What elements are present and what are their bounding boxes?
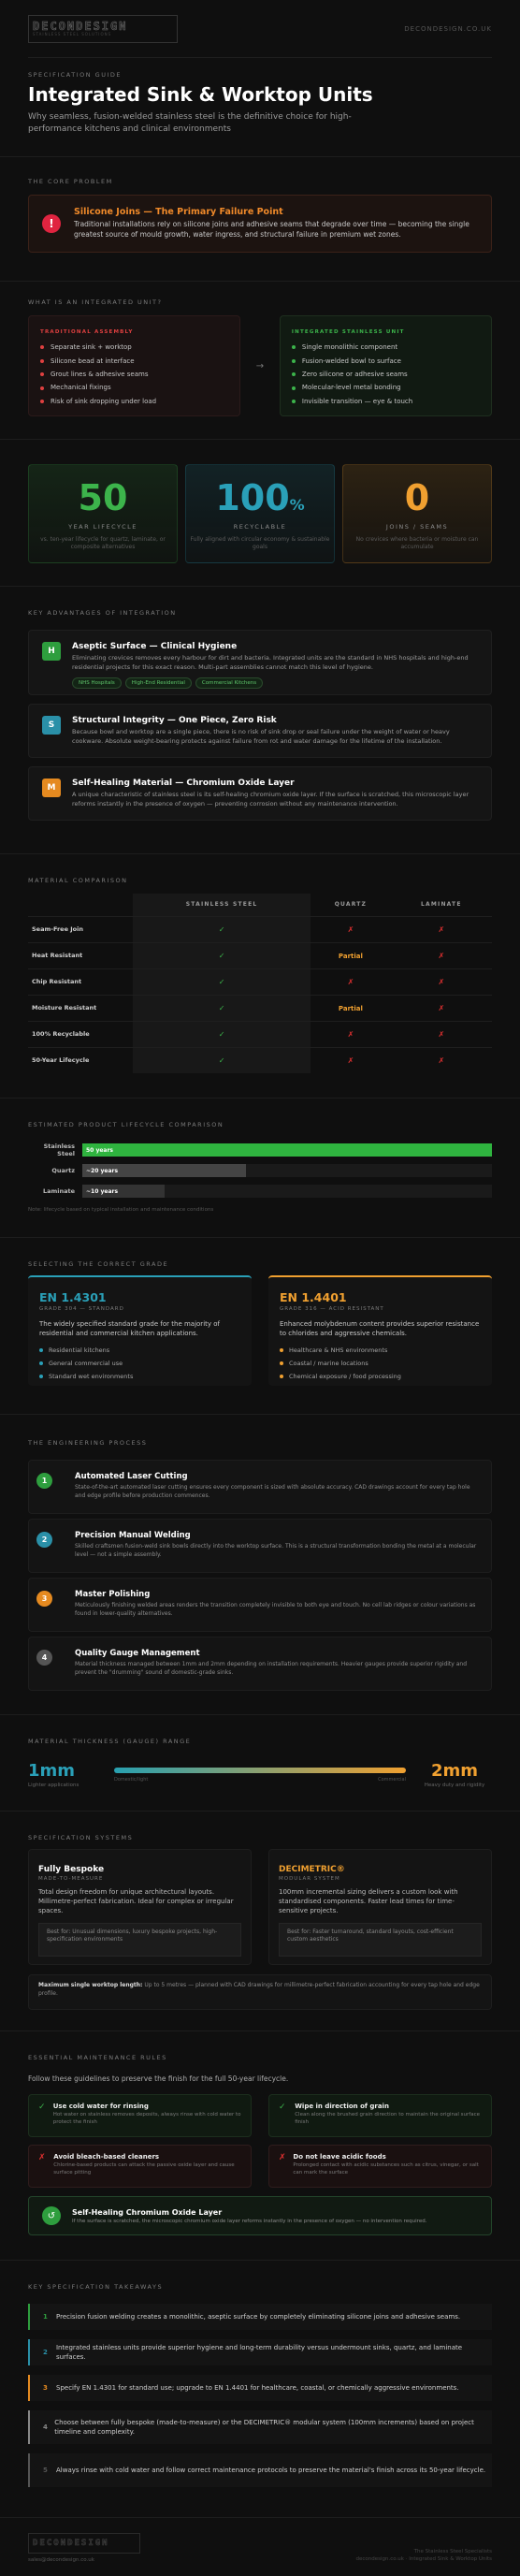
tag: High-End Residential	[125, 677, 192, 689]
takeaway-text: Integrated stainless units provide superior hygiene and long-term durability versus undermount sinks, quartz, and laminate surfaces.	[55, 2343, 463, 2362]
cross-icon: ✗	[347, 1055, 354, 1065]
list-item-text: Single monolithic component	[301, 343, 398, 352]
step-text: Meticulously finishing welded areas renders the transition completely invisible to both eye and touch. No cell lab ridges or colour variations as found in lower-quality alternatives.	[75, 1602, 476, 1617]
stat-unit: %	[289, 496, 305, 515]
advantage-text: Eliminating crevices removes every harbour for dirt and bacteria. Integrated units are the standard in NHS hospitals and high-end residential projects for this exact reason. Multi-part assemblies cannot match this level of hygiene.	[72, 654, 469, 671]
advantage-badge: S	[42, 716, 61, 735]
maintenance-body	[289, 2103, 482, 2129]
list-item-text: Separate sink + worktop	[51, 343, 132, 352]
row-label: Seam-Free Join	[28, 916, 133, 942]
advantage-title: Aseptic Surface — Clinical Hygiene	[72, 642, 238, 652]
list-item-text: Silicone bead at interface	[51, 357, 135, 365]
table-cell	[133, 942, 311, 968]
grade-title: EN 1.4401	[280, 1290, 347, 1305]
check-icon: ✓	[38, 2103, 46, 2113]
bar-fill: ~20 years	[82, 1164, 246, 1177]
table-cell	[133, 995, 311, 1021]
max-length-text: Up to 5 metres — planned with CAD drawings for millimetre-perfect fabrication accounting for every tap hole and edge profile.	[38, 1982, 480, 1998]
cross-icon: ✗	[438, 1003, 445, 1012]
bullet-icon	[292, 400, 296, 403]
section-title: THE ENGINEERING PROCESS	[28, 1439, 148, 1448]
table-row	[28, 1021, 492, 1047]
bar-fill: ~10 years	[82, 1185, 165, 1198]
advantage-card	[28, 630, 492, 695]
takeaway-item	[28, 2410, 492, 2444]
takeaway-text: Specify EN 1.4301 for standard use; upgrade to EN 1.4401 for healthcare, coastal, or chemically aggressive environments.	[56, 2384, 459, 2393]
row-label: Chip Resistant	[28, 968, 133, 995]
section-title: ESTIMATED PRODUCT LIFECYCLE COMPARISON	[28, 1121, 224, 1129]
table-cell	[391, 1047, 492, 1073]
table-row	[28, 942, 492, 968]
takeaway-item	[28, 2375, 492, 2401]
system-subtitle: MODULAR SYSTEM	[279, 1876, 340, 1883]
table-cell	[391, 968, 492, 995]
bullet-icon	[40, 372, 44, 376]
step-body	[75, 1472, 480, 1500]
systems-section	[28, 1812, 492, 2010]
takeaway-number: 2	[43, 2349, 48, 2357]
footer	[28, 2518, 492, 2576]
list-item-text: General commercial use	[49, 1360, 123, 1368]
material-table	[28, 894, 492, 1073]
stat-value: 50	[78, 477, 128, 519]
maintenance-card	[268, 2145, 492, 2188]
tag: NHS Hospitals	[72, 677, 122, 689]
max-length-note	[28, 1974, 492, 2010]
list-item	[292, 341, 480, 354]
process-section	[28, 1415, 492, 1691]
maintenance-text: Hot water on stainless removes deposits, always rinse with cold water to protect the finish	[52, 2112, 241, 2125]
maintenance-body	[287, 2153, 482, 2179]
advantage-body	[72, 716, 478, 746]
lifecycle-note: Note: lifecycle based on typical installation and maintenance conditions	[28, 1207, 214, 1214]
self-healing-banner	[28, 2196, 492, 2235]
table-header	[28, 894, 133, 916]
takeaways-section	[28, 2261, 492, 2487]
list-item	[292, 368, 480, 381]
list-item	[40, 381, 228, 394]
table-cell	[133, 968, 311, 995]
table-cell	[133, 1047, 311, 1073]
list-item-text: Fusion-welded bowl to surface	[301, 357, 401, 365]
step-title: Automated Laser Cutting	[75, 1472, 188, 1482]
step-body	[75, 1531, 480, 1559]
alert-icon: !	[42, 214, 61, 233]
gauge-right-label: Commercial	[378, 1777, 406, 1783]
bullet-icon	[292, 386, 296, 390]
section-title: KEY SPECIFICATION TAKEAWAYS	[28, 2283, 164, 2292]
problem-text: Traditional installations rely on silicone joins and adhesive seams that degrade over time — becoming the single greatest source of mould growth, water ingress, and structural failure in premium wet zones.	[74, 220, 469, 240]
check-icon: ✓	[218, 951, 225, 960]
list-item-text: Mechanical fixings	[51, 384, 111, 392]
bullet-icon	[280, 1361, 283, 1365]
table-header-row	[28, 894, 492, 916]
system-text: 100mm incremental sizing delivers a custom look with standardised components. Faster lead times for time-sensitive projects.	[279, 1888, 458, 1915]
step-body	[75, 1590, 480, 1618]
logo[interactable]	[28, 15, 178, 43]
footer-logo[interactable]: DECONDESIGN	[28, 2533, 140, 2554]
maintenance-title: Avoid bleach-based cleaners	[53, 2153, 160, 2161]
stat-card	[185, 464, 335, 563]
tag-list	[72, 677, 478, 689]
system-title: Fully Bespoke	[38, 1865, 105, 1875]
table-cell	[391, 995, 492, 1021]
list-item-text: Risk of sink dropping under load	[51, 397, 157, 405]
advantage-text: Because bowl and worktop are a single piece, there is no risk of sink drop or seal failure under the weight of water or heavy cookware. Absolute weight-bearing protects against failure from rot and water damage for the lifetime of the installation.	[72, 728, 450, 745]
page-subtitle: Why seamless, fusion-welded stainless steel is the definitive choice for high-performance kitchens and clinical environments	[28, 112, 352, 135]
check-icon: ✓	[279, 2103, 286, 2113]
step-title: Precision Manual Welding	[75, 1531, 191, 1541]
bar-track	[82, 1185, 492, 1198]
stat-card	[342, 464, 492, 563]
list-item	[292, 395, 480, 408]
grade-list	[39, 1344, 240, 1383]
takeaway-number: 4	[43, 2423, 48, 2432]
list-item	[292, 355, 480, 368]
max-length-label: Maximum single worktop length:	[38, 1982, 143, 1989]
stat-number	[343, 477, 491, 519]
grades-section	[28, 1238, 492, 1386]
bar-label: Quartz	[51, 1167, 75, 1175]
advantage-text: A unique characteristic of stainless steel is its self-healing chromium oxide layer. If the surface is scratched, this microscopic layer reforms instantly in the presence of oxygen — preventing corrosion without any maintenance intervention.	[72, 791, 469, 808]
takeaway-text: Choose between fully bespoke (made-to-measure) or the DECIMETRIC® modular system (100mm increments) based on project timeline and complexity.	[54, 2418, 474, 2437]
system-title: DECIMETRIC®	[279, 1865, 345, 1875]
stat-caption: Fully aligned with circular economy & sustainable goals	[190, 536, 330, 551]
row-label: 50-Year Lifecycle	[28, 1047, 133, 1073]
bar-label: Laminate	[42, 1187, 75, 1196]
maintenance-text: Clean along the brushed grain direction to maintain the original surface finish	[295, 2112, 480, 2125]
row-label: 100% Recyclable	[28, 1021, 133, 1047]
footer-contact[interactable]: sales@decondesign.co.uk	[28, 2557, 94, 2564]
cross-icon: ✗	[438, 1055, 445, 1065]
table-cell	[311, 968, 390, 995]
grade-subtitle: GRADE 304 — STANDARD	[39, 1306, 124, 1313]
section-title: THE CORE PROBLEM	[28, 178, 113, 186]
advantage-card	[28, 704, 492, 758]
section-title: WHAT IS AN INTEGRATED UNIT?	[28, 298, 163, 307]
partial-label: Partial	[338, 1004, 363, 1012]
step-title: Quality Gauge Management	[75, 1649, 200, 1659]
system-text: Total design freedom for unique architectural layouts. Millimetre-perfect fabrication. Ideal for complex or irregular spaces.	[38, 1888, 234, 1915]
stat-value: 0	[404, 477, 430, 519]
list-item-text: Standard wet environments	[49, 1373, 134, 1381]
maintenance-card	[28, 2145, 252, 2188]
grade-text: Enhanced molybdenum content provides superior resistance to chlorides and aggressive chemicals.	[280, 1320, 480, 1338]
check-icon: ✓	[218, 1029, 225, 1039]
takeaway-item	[28, 2304, 492, 2330]
logo-tagline: STAINLESS STEEL SOLUTIONS	[33, 32, 112, 36]
process-step	[28, 1578, 492, 1632]
problem-title: Silicone Joins — The Primary Failure Point	[74, 207, 283, 218]
cross-icon: ✗	[347, 924, 354, 934]
traditional-card	[28, 315, 240, 416]
bullet-icon	[39, 1361, 43, 1365]
advantage-body	[72, 779, 478, 808]
list-item	[280, 1370, 481, 1383]
list-item-text: Invisible transition — eye & touch	[301, 397, 413, 405]
section-title: KEY ADVANTAGES OF INTEGRATION	[28, 609, 177, 618]
bullet-icon	[40, 386, 44, 390]
traditional-title: TRADITIONAL ASSEMBLY	[40, 329, 134, 336]
table-header: STAINLESS STEEL	[133, 894, 311, 916]
table-cell	[311, 1021, 390, 1047]
integrated-title: INTEGRATED STAINLESS UNIT	[291, 329, 405, 336]
list-item-text: Healthcare & NHS environments	[289, 1346, 388, 1355]
system-card	[28, 1849, 252, 1965]
list-item	[40, 341, 228, 354]
table-cell	[133, 916, 311, 942]
maintenance-body	[48, 2103, 241, 2129]
stat-number	[29, 477, 177, 519]
system-best-for: Best for: Faster turnaround, standard layouts, cost-efficient custom aesthetics	[279, 1923, 482, 1957]
grade-card	[28, 1275, 252, 1386]
list-item-text: Coastal / marine locations	[289, 1360, 368, 1368]
list-item-text: Grout lines & adhesive seams	[51, 370, 149, 378]
step-text: Skilled craftsmen fusion-weld sink bowls directly into the worktop surface. This is a structural transformation bonding the metal at a molecular level — not a simple assembly.	[75, 1543, 477, 1558]
bullet-icon	[280, 1348, 283, 1352]
site-url[interactable]: DECONDESIGN.CO.UK	[404, 24, 492, 33]
lifecycle-chart	[28, 1140, 492, 1201]
stats-row	[28, 464, 492, 563]
advantage-body	[72, 642, 478, 686]
cross-icon: ✗	[347, 977, 354, 986]
system-best-for: Best for: Unusual dimensions, luxury bespoke projects, high-specification environments	[38, 1923, 241, 1957]
list-item	[280, 1357, 481, 1370]
takeaway-number: 3	[43, 2384, 48, 2393]
takeaway-number: 5	[43, 2467, 48, 2475]
gauge-left-label: Domestic/light	[114, 1777, 149, 1783]
bullet-icon	[39, 1348, 43, 1352]
takeaway-text: Always rinse with cold water and follow correct maintenance protocols to preserve the material's finish across its 50-year lifecycle.	[56, 2467, 486, 2475]
partial-label: Partial	[338, 952, 363, 960]
list-item	[39, 1344, 240, 1357]
takeaway-number: 1	[43, 2313, 48, 2321]
list-item-text: Molecular-level metal bonding	[301, 384, 401, 392]
page-title: Integrated Sink & Worktop Units	[28, 83, 373, 106]
bullet-icon	[40, 359, 44, 363]
check-icon: ✓	[218, 977, 225, 986]
grade-subtitle: GRADE 316 — ACID RESISTANT	[280, 1306, 384, 1313]
section-title: SPECIFICATION SYSTEMS	[28, 1834, 134, 1842]
tag: Commercial Kitchens	[195, 677, 263, 689]
footer-tagline: The Stainless Steel Specialists	[413, 2548, 492, 2554]
section-title: MATERIAL THICKNESS (GAUGE) RANGE	[28, 1738, 192, 1746]
stat-label: YEAR LIFECYCLE	[68, 523, 137, 531]
bullet-icon	[39, 1375, 43, 1378]
step-title: Master Polishing	[75, 1590, 151, 1600]
stat-caption: No crevices where bacteria or moisture can accumulate	[355, 536, 479, 551]
takeaway-item	[28, 2453, 492, 2487]
stat-number	[186, 477, 334, 519]
check-icon: ✓	[218, 1055, 225, 1065]
list-item	[40, 368, 228, 381]
hero-kicker: SPECIFICATION GUIDE	[28, 71, 122, 79]
list-item	[292, 381, 480, 394]
table-cell	[133, 1021, 311, 1047]
takeaway-text: Precision fusion welding creates a monolithic, aseptic surface by completely eliminating silicone joins and adhesive seams.	[56, 2313, 461, 2321]
cross-icon: ✗	[438, 1029, 445, 1039]
advantages-section	[28, 587, 492, 821]
check-icon: ✓	[218, 1003, 225, 1012]
step-number: 2	[36, 1532, 52, 1548]
gauge-section	[28, 1715, 492, 1788]
stat-label: JOINS / SEAMS	[385, 523, 449, 531]
advantage-badge: M	[42, 779, 61, 797]
bar-track	[82, 1143, 492, 1157]
bullet-icon	[40, 345, 44, 349]
maintenance-body	[48, 2153, 241, 2179]
cross-icon: ✗	[438, 924, 445, 934]
gauge-bar	[114, 1760, 406, 1788]
gauge-min: 1mm	[28, 1760, 76, 1781]
list-item	[280, 1344, 481, 1357]
table-row	[28, 916, 492, 942]
stat-value: 100	[215, 477, 290, 519]
process-step	[28, 1460, 492, 1514]
row-label: Heat Resistant	[28, 942, 133, 968]
banner-text: If the surface is scratched, the microscopic chromium oxide layer reforms instantly in the presence of oxygen — no intervention required.	[72, 2218, 427, 2224]
bullet-icon	[40, 400, 44, 403]
header	[28, 0, 492, 58]
bar-fill: 50 years	[82, 1143, 492, 1157]
step-text: Material thickness managed between 1mm and 2mm depending on installation requirements. Heavier gauges provide superior rigidity and prevent the "drumming" sound of domestic-grade sinks.	[75, 1661, 468, 1676]
gauge-max-caption: Heavy duty and rigidity	[424, 1782, 485, 1788]
process-step	[28, 1637, 492, 1691]
maintenance-title: Do not leave acidic foods	[293, 2153, 386, 2161]
section-title: SELECTING THE CORRECT GRADE	[28, 1260, 169, 1269]
bar-row	[28, 1160, 492, 1181]
table-header: LAMINATE	[420, 901, 462, 909]
bar-track	[82, 1164, 492, 1177]
system-subtitle: MADE-TO-MEASURE	[38, 1876, 104, 1883]
integrated-section	[28, 282, 492, 416]
maintenance-text: Chlorine-based products can attack the passive oxide layer and cause surface pitting	[53, 2162, 235, 2176]
materials-section	[28, 854, 492, 1073]
list-item	[40, 355, 228, 368]
table-row	[28, 995, 492, 1021]
step-number: 4	[36, 1650, 52, 1666]
refresh-icon: ↺	[42, 2206, 61, 2225]
list-item	[39, 1357, 240, 1370]
integrated-card	[280, 315, 492, 416]
grade-list	[280, 1344, 481, 1383]
maintenance-text: Prolonged contact with acidic substances such as citrus, vinegar, or salt can mark the surface	[293, 2162, 479, 2176]
bullet-icon	[280, 1375, 283, 1378]
gauge-min-caption: Lighter applications	[28, 1782, 79, 1788]
list-item-text: Residential kitchens	[49, 1346, 110, 1355]
lifecycle-section	[28, 1099, 492, 1213]
section-title: ESSENTIAL MAINTENANCE RULES	[28, 2054, 167, 2062]
bullet-icon	[292, 359, 296, 363]
list-item-text: Zero silicone or adhesive seams	[301, 370, 408, 378]
step-number: 1	[36, 1473, 52, 1489]
table-cell	[311, 942, 390, 968]
table-cell	[311, 1047, 390, 1073]
banner-title: Self-Healing Chromium Oxide Layer	[72, 2207, 223, 2217]
process-step	[28, 1519, 492, 1573]
advantage-title: Self-Healing Material — Chromium Oxide Layer	[72, 779, 295, 789]
takeaway-item	[28, 2339, 492, 2365]
table-cell	[391, 942, 492, 968]
bullet-icon	[292, 372, 296, 376]
hero	[28, 58, 492, 136]
advantage-card	[28, 766, 492, 821]
step-number: 3	[36, 1591, 52, 1607]
advantage-title: Structural Integrity — One Piece, Zero Risk	[72, 716, 277, 726]
table-cell	[391, 916, 492, 942]
grade-title: EN 1.4301	[39, 1290, 107, 1305]
grade-card	[268, 1275, 492, 1386]
maintenance-card	[268, 2094, 492, 2137]
table-row	[28, 968, 492, 995]
table-header: QUARTZ	[334, 901, 368, 909]
cross-icon: ✗	[279, 2153, 286, 2163]
list-item	[39, 1370, 240, 1383]
gauge-max: 2mm	[430, 1760, 479, 1781]
step-body	[75, 1649, 480, 1677]
table-row	[28, 1047, 492, 1073]
stat-label: RECYCLABLE	[233, 523, 287, 531]
section-title: MATERIAL COMPARISON	[28, 877, 128, 885]
gauge-range	[28, 1760, 492, 1788]
advantage-badge: H	[42, 642, 61, 661]
stat-card	[28, 464, 178, 563]
table-cell	[311, 995, 390, 1021]
problem-card	[28, 195, 492, 253]
grade-text: The widely specified standard grade for the majority of residential and commercial kitchen applications.	[39, 1320, 220, 1338]
bullet-icon	[292, 345, 296, 349]
table-cell	[311, 916, 390, 942]
problem-section	[28, 157, 492, 253]
bar-label: Stainless Steel	[43, 1142, 75, 1158]
maintenance-section	[28, 2031, 492, 2235]
logo-wordmark: DECONDESIGN	[33, 20, 128, 33]
step-text: State-of-the-art automated laser cutting ensures every component is sized with absolute accuracy. CAD drawings account for every tap hole and edge profile before production commences.	[75, 1484, 470, 1499]
system-card	[268, 1849, 492, 1965]
list-item-text: Chemical exposure / food processing	[289, 1373, 401, 1381]
cross-icon: ✗	[438, 951, 445, 960]
cross-icon: ✗	[438, 977, 445, 986]
row-label: Moisture Resistant	[28, 995, 133, 1021]
maintenance-title: Use cold water for rinsing	[52, 2103, 149, 2111]
maintenance-title: Wipe in direction of grain	[295, 2103, 389, 2111]
list-item	[40, 395, 228, 408]
cross-icon: ✗	[347, 1029, 354, 1039]
bar-row	[28, 1140, 492, 1160]
maintenance-intro: Follow these guidelines to preserve the finish for the full 50-year lifecycle.	[28, 2074, 289, 2084]
cross-icon: ✗	[38, 2153, 46, 2163]
arrow-right-icon: →	[255, 360, 265, 371]
stat-caption: vs. ten-year lifecycle for quartz, laminate, or composite alternatives	[40, 536, 166, 551]
maintenance-card	[28, 2094, 252, 2137]
bar-row	[28, 1181, 492, 1201]
check-icon: ✓	[218, 924, 225, 934]
table-cell	[391, 1021, 492, 1047]
footer-site: decondesign.co.uk · Integrated Sink & Worktop Units	[355, 2555, 492, 2562]
